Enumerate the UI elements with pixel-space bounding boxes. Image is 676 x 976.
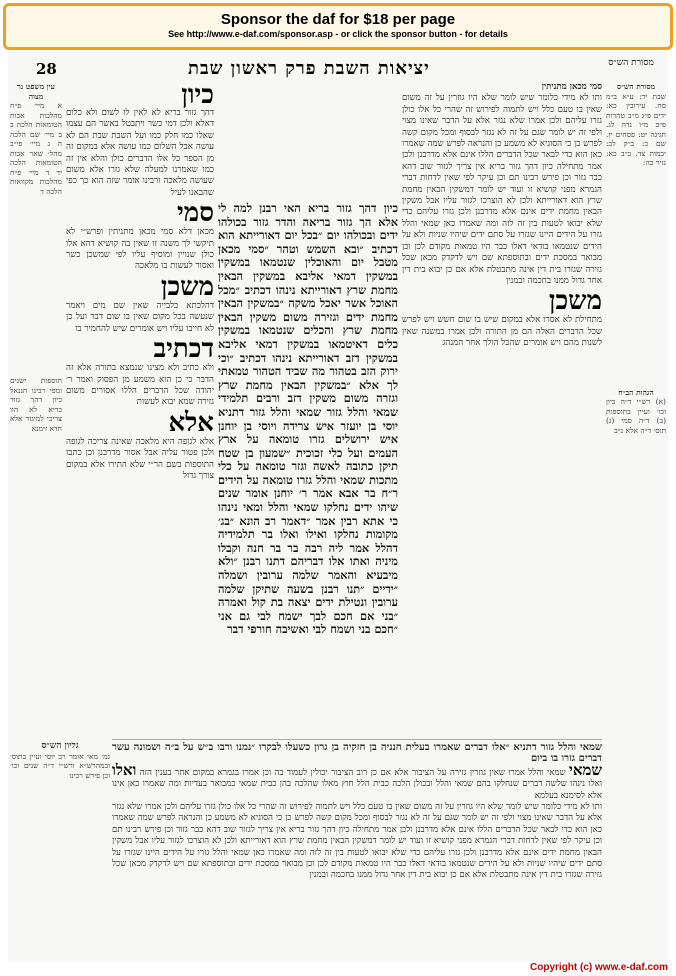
sponsor-banner[interactable]: [3, 3, 673, 50]
bottom-section-word: שמאי: [568, 760, 602, 779]
left-margin-text: א מיי׳ פ״ח מהלכות אבות הטומאות הלכה ב ב מיי׳ שם הלכה ה ג מיי׳ פי״ב מהל׳ שאר אבות הטומאות הלכה יד ד מיי׳ פ״ח מהלכות מקוואות הלכה ד: [10, 101, 62, 196]
left-margin-column: [10, 82, 62, 562]
page-title: יציאות השבת פרק ראשון שבת: [188, 58, 430, 79]
rashi-section4-word: דכתיב: [153, 334, 214, 365]
rashi-section4: ולא כתיב ולא מצינו שנמצא בתורה אלא זה הדבר כי כן הוא משמע מן הפסוק ואמר ר׳ יהודה שכל הדברים הללו אסורים משום גזירה שמא יבוא לעשות: [66, 363, 214, 408]
copyright-link[interactable]: Copyright (c) www.e-daf.com: [530, 962, 668, 973]
page-number: 28: [36, 60, 57, 78]
rashi-text: דהך גזור בריא לא לאין לו לשום ולא כלום דאלא ולכן דמי כשר ויתבטל באשר הם עצמו שאלו כמו חלק כמו ועל השבת שבת הם לא עושה אבל השלום כמו עושה אלא במקום זה מן הספר כל אלו הדברים כולן והלא אין זה כמו שאמרנו למעלה שלא גזרו אלא משום שעושה מלאכה ורבינו אומר שזה הוא כך כפי שהבאנו לעיל: [66, 108, 214, 198]
sponsor-subtitle[interactable]: See http://www.e-daf.com/sponsor.asp - or click the sponsor button - for details: [168, 29, 508, 39]
tosafot-column: [402, 82, 602, 737]
tosafot-section3-text: ואלו נינהו שלשה דברים שנחלקו בהם שמאי והלל ובכולן הלכה כבית הלל חוץ מאלו שהלכה בהן כבית שמאי כמבואר בעדיות ומה שאמרו כאן אינו אלא לסימנא בעלמא: [112, 779, 602, 801]
sponsor-title[interactable]: Sponsor the daf for $18 per page: [220, 11, 456, 28]
left-bottom-text: גמ׳ מאי אומר רב יוסי ועיין בתוס׳ ובמהרש״א ורש״י ד״ה שנים וכו׳ וכן פירש רבינו: [10, 751, 110, 780]
rashi-opening: כיון: [181, 82, 214, 110]
tosafot-section2-word: משכן: [548, 286, 602, 317]
right-margin-column: [606, 82, 666, 962]
page-header: [8, 56, 668, 82]
divider-line: [112, 739, 602, 740]
rashi-section5-word: אלא: [168, 407, 214, 438]
right-mid-label: הגהות הב״ח: [618, 387, 654, 397]
rashi-column: [66, 82, 214, 737]
bottom-section-text: שמאי והלל אמרו שאין גוזרין גזירה על הציבור אלא אם כן רוב הציבור יכולין לעמוד בה וכן אמרו בגמרא במקום אחר בענין הזה: [139, 767, 566, 778]
tosafot-section2: מתחילת לא אסרו אלא במקום שיש בו שום חשש ויש לפרש שכל הדברים האלה הם מן התורה ולכן אמרו במשנה שאין לשנות מהם ויש אומרים שהכל הולך אחר המנהג: [402, 315, 602, 349]
rashi-section5: אלא לגופה היא מלאכה שאינה צריכה לגופה ולכן פטור עליה אבל אסור מדרבנן וכן כתבו התוספות בשם הר״י שלא התירו אלא במקום צורך גדול: [66, 436, 214, 481]
left-margin-label: עין משפט נר מצוה: [17, 82, 55, 101]
gemara-text: כיון דהך גזור בריא האי רבנן למה לי אלא הך גזור בריאה והדר גזור בכולהו ידים ובכולהו יום ״בכל יום דאורייתא הוא דכתיב ״ובא השמש וטהר ״סמי מכאן מטבל יום והאוכלין שנטמאו במשקין במשקין דמאי אליבא במשקין הבאין מחמת שרץ דאורייתא נינהו דכתיב ״מכל האוכל אשר יאכל משקה ״במשקין הבאין מחמת ידים וגזירה משום משקין הבאין מחמת שרץ והכלים שנטמאו במשקין כלים דאיטמאו במשקין דמאי אליבא במשקין דזב דאורייתא נינהו דכתיב ״וכי ירוק הזב בטהור מה שביד הטהור טמאתי לך אלא ״במשקין הבאין מחמת שרץ וגזרה משום משקין דזב ורבים תלמידי שמאי והלל גזור שמאי והלל גזור דתניא יוסי בן יועזר איש צרידה ויוסי בן יוחנן איש ירושלים גזרו טומאה על ארץ העמים ועל כלי זכוכית ״שמעון בן שטח תיקן כתובה לאשה וגזר טומאה על כלי מתכות שמאי והלל גזרו טומאה על הידים ר״ח בר אבא אמר ר׳ יוחנן אומר שנים שיהו ידים נחלקו שמאי והלל ומאי נינהו כי אתא רבין אמר ״דאמר רב הונא ״בג׳ מקומות נחלקו ואילו ואלו בר תלמידיה דהלל אמר ליה רבה בר בר חנה וקבלו מיניה ואתו אלו דבריהם דתנו רבנן ״ולא מיבעיא והאמר שלמה ערובין ושמלה ״ידיים ״תנו רבנן בשעה שתיקן שלמה ערובין ונטילת ידים יצאה בת קול ואמרה ״בני אם חכם לבך ישמח לבי גם אני ״חכם בני ושמח לבי ואשיבה חורפי דבר: [218, 202, 398, 637]
left-bottom-label: גליון הש״ס: [41, 742, 79, 751]
rashi-section3: דהלכתא כלבייה שאין שם מים ויאמר שנעשה בכל מקום שאין בו שום דבר ועל כן לא חייבו עליו ויש אומרים שיש להחמיר בו: [66, 300, 214, 334]
tosafot-text: ותו לא מידי כלומר שיש לומר שלא היו גוזרין על זה משום שאין בו טעם כלל ויש לתמוה לפירוש זה שהרי כל אלו כולן גזרו עליהם ולכן אמרו שלא נגזר אלא על הדבר שאינו מצוי ולפי זה יש לומר שגם על זה לא נגזר לבסוף ומכל מקום קשה לפרש כן כי הסוגיא לא משמע כן והנראה לפרש שמה שאמרו כאן הוא כדי לבאר שכל הדברים הללו אינם אלא מדרבנן ולכן אמר מתחילה כיון דהך גזור בריא אין צריך לגזור שוב דהא כבר גזור וכן פירש רבינו תם וכן עיקר לפי שאין לדחות דברי הגמרא מפני קושיא זו ועוד יש לומר דמשקין הבאין מחמת שרץ הוא דאורייתא ולכן לא הוצרכו לגזור עליו אבל משקין הבאין מחמת ידים אינם אלא מדרבנן ולכן גזרו עליהם כדי שלא יבואו לטעות בין זה לזה ומה שאמרו כאן שמאי והלל גזרו על הידים היינו שגזרו על סתם ידים שיהיו שניות ולא על הידים שנטמאו בודאי דאלו כבר היו טמאות מקודם לכן וכן מבואר במסכת ידים ובתוספתא שם ויש לדקדק מכאן שכל גזירה שגזרו בית דין אינה מתבטלת אלא אם כן יבוא בית דין אחר גדול ממנו בחכמה ובמנין: [402, 93, 602, 286]
talmud-page: [8, 52, 668, 962]
gemara-column: [218, 202, 398, 702]
tosafot-intro: סמי מכאן מתניתין: [541, 82, 602, 92]
left-margin-extra: תוספות ישנים ומפי רבינו חננאל כיון דהך גזור בריא לא הוו צריכי למיגזר אלא חדא זימנא: [10, 376, 62, 433]
header-right-note: מסורת הש״ס: [608, 58, 654, 68]
rashi-section2-word: סמי: [176, 198, 214, 229]
bottom-commentary: [112, 742, 602, 957]
rashi-section2: מכאן דלא סמי מכאן מתניתין ופרש״י לא תיקשי לך משנה זו שאין בה קושיא דהא אלו כולן שנויין ומוסיף עליו לפי שמשכן כשר ואסור לעשות בו מלאכה: [66, 227, 214, 272]
bottom-tosafot-repeat: ותו לא מידי כלומר שיש לומר שלא היו גוזרין על זה משום שאין בו טעם כלל ויש לתמוה לפירוש זה שהרי כל אלו כולן גזרו עליהם ולכן אמרו שלא נגזר אלא על הדבר שאינו מצוי ולפי זה יש לומר שגם על זה לא נגזר לבסוף ומכל מקום קשה לפרש כן כי הסוגיא לא משמע כן והנראה לפרש שמה שאמרו כאן הוא כדי לבאר שכל הדברים הללו אינם אלא מדרבנן ולכן אמר מתחילה כיון דהך גזור בריא אין צריך לגזור שוב דהא כבר גזור וכן פירש רבינו תם וכן עיקר לפי שאין לדחות דברי הגמרא מפני קושיא זו ועוד יש לומר דמשקין הבאין מחמת שרץ הוא דאורייתא ולכן לא הוצרכו לגזור עליו אבל משקין הבאין מחמת ידים אינם אלא מדרבנן ולכן גזרו עליהם כדי שלא יבואו לטעות בין זה לזה ומה שאמרו כאן שמאי והלל גזרו על הידים היינו שגזרו על סתם ידים שיהיו שניות ולא על הידים שנטמאו בודאי דאלו כבר היו טמאות מקודם לכן וכן מבואר במסכת ידים ובתוספתא שם ויש לדקדק מכאן שכל גזירה שגזרו בית דין אינה מתבטלת אלא אם כן יבוא בית דין אחר גדול ממנו בחכמה ובמנין: [112, 802, 602, 881]
rashi-section3-word: משכן: [160, 271, 214, 302]
tosafot-section3-word: ואלו: [112, 760, 137, 779]
right-margin-label: מסורת הש״ס: [616, 82, 656, 91]
left-bottom-margin: [10, 742, 110, 862]
right-mid-text: (א) רש״י ד״ה כיון וכו׳ ועיין בתוספות (ב) ד״ה סמי (ג) תוס׳ ד״ה אלא נ״ב: [606, 397, 666, 435]
right-margin-text: שבת יד: ע״א ב״מ סח. עירובין כא: ידים פ״ג מ״ב טהרות פ״ב מ״ו נדה לג. חגיגה יט: פסחים יז. שם כ: ב״ק לב: יבמות צד. ב״ב כא: נזיר כה:: [606, 91, 666, 167]
gemara-after-text: שמאי והלל גזור דתניא ״אלו דברים שאמרו בעלית חנניה בן חזקיה בן גרון כשעלו לבקרו ״נמנו ורבו ב״ש על ב״ה ושמונה עשר דברים גזרו בו ביום: [112, 742, 602, 765]
